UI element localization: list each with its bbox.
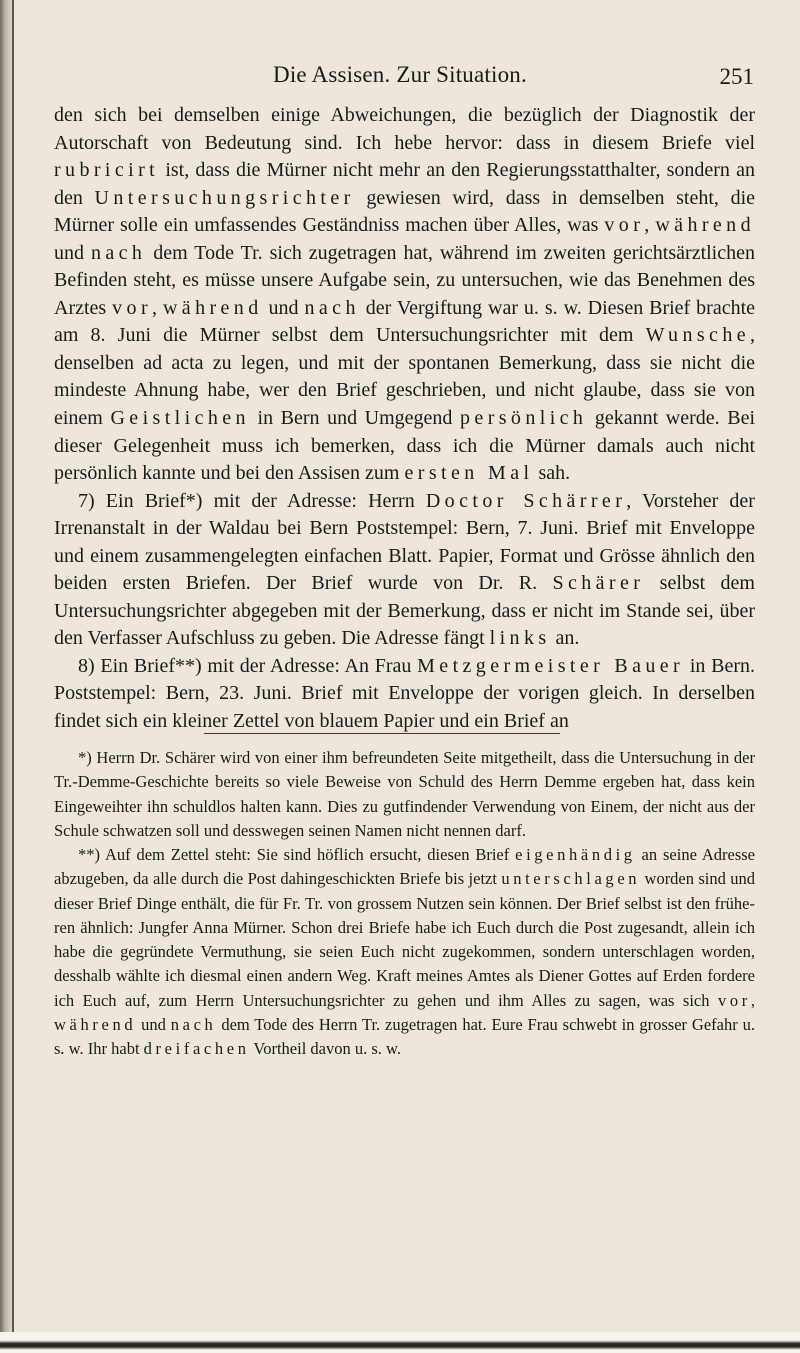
spaced-emphasis: Wunsche xyxy=(645,324,750,347)
spaced-emphasis: vor xyxy=(112,296,153,319)
spaced-emphasis: während xyxy=(54,1014,137,1034)
spaced-emphasis: nach xyxy=(170,1014,217,1034)
spaced-emphasis: Schärer xyxy=(552,572,645,595)
paragraph-continuation: den sich bei demselben einige Abweichungen, die bezüglich der Diagnostik der Autorschaft von Bedeutung sind. Ich hebe hervor: dass in diesem Briefe viel rubricirt ist, dass die Mürner nicht mehr an den Regierungsstatthalter, sondern an den Untersuchungsrichter gewiesen wird, dass in demselben steht, die Mürner solle ein umfassendes Geständniss machen über Alles, was vor, während und nach dem Tode Tr. sich zugetragen hat, während im zweiten gerichtsärztlichen Befinden steht, es müsse unsere Aufgabe sein, zu untersuchen, wie das Benehmen des Arztes vor, während und nach der Vergiftung war u. s. w. Diesen Brief brachte am 8. Juni die Mürner selbst dem Untersuchungsrichter mit dem Wunsche, denselben ad acta zu legen, und mit der spontanen Bemerkung, dass sie nicht die mindeste Ahnung habe, wer den Brief geschrieben, und nicht glaube, dass sie von einem Geistlichen in Bern und Umgegend persönlich gekannt werde. Bei dieser Gelegenheit muss ich bemerken, dass ich die Mürner damals auch nicht persönlich kannte und bei den Assisen zum ersten Mal sah. xyxy=(54,104,756,485)
binding-edge xyxy=(12,0,14,1353)
page-number: 251 xyxy=(719,64,754,89)
spaced-emphasis: vor xyxy=(604,214,645,237)
spaced-emphasis: nach xyxy=(304,296,360,319)
spaced-emphasis: Untersuchungsrichter xyxy=(94,186,355,209)
spaced-emphasis: nach xyxy=(90,241,147,264)
footnotes xyxy=(54,746,755,1061)
running-title: Die Assisen. Zur Situation. xyxy=(273,62,527,87)
footnote-2: **) Auf dem Zettel steht: Sie sind höflich ersucht, diesen Brief eigenhändig an seine Adresse abzugeben, da alle durch die Post dahingeschickten Briefe bis jetzt unterschlagen worden sind und dieser Brief Dinge enthält, die für Fr. Tr. von grossem Nutzen sein können. Der Brief selbst ist den früheren ähnlich: Jungfer Anna Mürner. Schon drei Briefe habe ich Euch durch die Post zugesandt, allein ich habe die gegründete Vermuthung, sie seien Euch nicht zugekommen, sondern unterschlagen worden, desshalb wählte ich diesmal einen andern Weg. Kraft meines Amtes als Diener Gottes auf Erden fordere ich Euch auf, zum Herrn Untersuchungsrichter zu gehen und ihm Alles zu sagen, was sich vor, während und nach dem Tode des Herrn Tr. zugetragen hat. Eure Frau schwebt in grosser Gefahr u. s. w. Ihr habt dreifachen Vortheil davon u. s. w. xyxy=(54,845,756,1058)
main-text xyxy=(54,102,755,736)
spaced-emphasis: während xyxy=(655,214,755,237)
page-header xyxy=(0,62,800,102)
paragraph-item-8: 8) Ein Brief**) mit der Adresse: An Frau Metzgermeister Bauer in Bern. Poststempel: Bern, 23. Juni. Brief mit Enveloppe der vorigen gleich. In derselben findet sich ein kleiner Zettel von blauem Papier und ein Brief an xyxy=(54,654,755,733)
paragraph-item-7: 7) Ein Brief*) mit der Adresse: Herrn Doctor Schärrer, Vorsteher der Irrenanstalt in der Waldau bei Bern Poststempel: Bern, 7. Juni. Brief mit Enveloppe und einem zusammengelegten einfachen Blatt. Papier, Format und Grösse ähnlich den beiden ersten Briefen. Der Brief wurde von Dr. R. Schärer selbst dem Untersuchungsrichter abgegeben mit der Bemerkung, dass er nicht im Stande sei, über den Verfasser Aufschluss zu geben. Die Adresse fängt links an. xyxy=(54,489,755,650)
page-bottom-edge xyxy=(0,1332,800,1353)
footnote-1: *) Herrn Dr. Schärer wird von einer ihm befreundeten Seite mitgetheilt, dass die Untersuchung in der Tr.-Demme-Geschichte bereits so viele Beweise von Schuld des Herrn Demme ergeben hat, dass kein Eingeweihter ihn schuldlos halten kann. Dies zu gutfindender Verwendung von Einem, der nicht aus der Schule schwatzen soll und desswegen seinen Namen nicht nennen darf. xyxy=(54,748,755,840)
spaced-emphasis: Geistlichen xyxy=(110,407,250,430)
spaced-emphasis: unterschlagen xyxy=(501,869,641,889)
spaced-emphasis: persönlich xyxy=(460,407,588,430)
spaced-emphasis: links xyxy=(489,627,551,650)
spaced-emphasis: während xyxy=(162,296,263,319)
spaced-emphasis: vor xyxy=(717,990,751,1010)
spaced-emphasis: rubricirt xyxy=(54,159,160,182)
spaced-emphasis: ersten Mal xyxy=(404,462,534,485)
spaced-emphasis: Metzgermeister Bauer xyxy=(417,654,685,677)
spaced-emphasis: dreifachen xyxy=(143,1039,250,1058)
spaced-emphasis: Doctor Schärrer xyxy=(425,489,627,512)
spaced-emphasis: eigenhändig xyxy=(515,845,636,864)
footnote-divider xyxy=(204,733,560,734)
